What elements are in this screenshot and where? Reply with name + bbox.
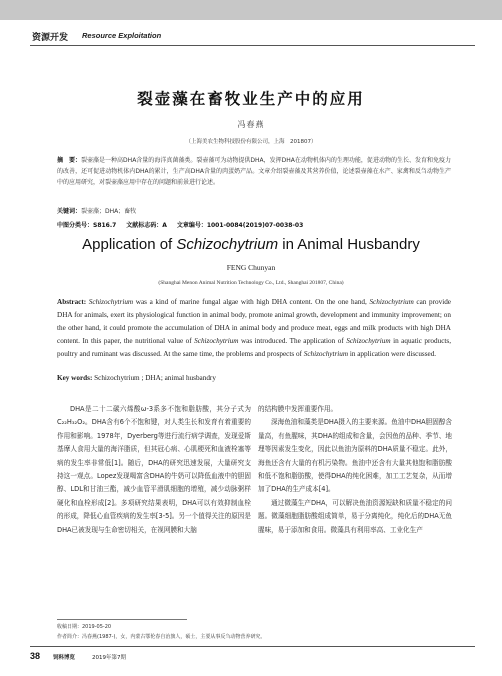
abstract-en-text: was a kind of marine fungal algae with high DHA content. On the one hand, xyxy=(133,298,370,306)
keywords-cn-text: 裂壶藻；DHA；畜牧 xyxy=(81,208,137,215)
header-bar xyxy=(0,0,502,20)
affiliation-cn: （上海美农生物科技股份有限公司，上海 201807） xyxy=(185,139,317,145)
clc-number: 中图分类号：S816.7 xyxy=(57,222,117,229)
footer-rule xyxy=(30,646,475,647)
author-en: FENG Chunyan xyxy=(226,263,276,272)
abstract-en-text: in application were discussed. xyxy=(348,350,437,359)
title-en-prefix: Application of xyxy=(82,236,177,253)
body-paragraph: DHA是二十二碳六烯酸ω-3系多不饱和脂肪酸，其分子式为C₂₂H₃₂O₂。DHA含有6个不饱和键，对人类生长和发育有着重要的作用和影响。1978年，Dyerberg等进行流行病学调查，发现爱斯基摩人食用大量的海洋脂质，但其冠心病、心肌梗死和血液栓塞等病的发生率非常低[1]。随后，DHA的研究迅速发展，大量研究支持这一观点。Lopez发现喝富含DHA的牛奶可以降低血液中的胆固醇、LDL和甘油三酯，减少血管平滑肌细胞的增殖，减少动脉粥样硬化和血栓形成[2]。多项研究结果表明，DHA可以有效抑制血栓的形成，降低心血管疾病的发生率[3-5]。另一个值得关注的原因是DHA已被发现与生命密切相关，在视网膜和大脑 xyxy=(57,405,251,534)
article-title-en xyxy=(0,236,502,253)
article-title-cn: 裂壶藻在畜牧业生产中的应用 xyxy=(137,89,365,108)
title-en-suffix: in Animal Husbandry xyxy=(278,236,420,253)
abstract-cn-label: 摘 要： xyxy=(57,157,82,164)
abstract-cn-text: 裂壶藻是一种高DHA含量的海洋真菌藻类。裂壶藻可为动物提供DHA，发挥DHA在动物机体内的生理功能，促进动物的生长、发育和免疫力的改善，还可促进动物机体内DHA的累计，生产高DHA含量的肉蛋奶产品。文章介绍裂壶藻及其营养价值，论述裂壶藻在水产、家禽和反刍动物生产中的应用研究，对裂壶藻应用中存在的问题和前景进行论述。 xyxy=(57,157,451,186)
article-number: 文章编号：1001-0084(2019)07-0038-03 xyxy=(176,222,304,229)
classification-cn xyxy=(57,220,451,229)
title-en-species: Schizochytrium xyxy=(176,236,279,253)
section-label-en: Resource Exploitation xyxy=(82,31,162,40)
author-cn: 冯春燕 xyxy=(237,120,265,129)
body-paragraph: 的结构膜中发挥重要作用。 xyxy=(258,405,338,413)
body-column-left xyxy=(57,403,251,537)
abstract-en-label: Abstract: xyxy=(57,298,87,306)
abstract-cn xyxy=(57,155,451,188)
received-date: 收稿日期：2019-05-20 xyxy=(57,624,112,630)
keywords-en xyxy=(57,374,451,382)
species-name: Schizochytrium xyxy=(194,337,239,346)
keywords-en-label: Key words: xyxy=(57,374,93,382)
section-label-cn: 资源开发 xyxy=(32,33,69,43)
abstract-en xyxy=(57,296,451,361)
body-column-right xyxy=(258,403,452,537)
species-name: Schizochytrium xyxy=(303,350,349,359)
page-number: 38 xyxy=(30,651,41,661)
species-name: Schizochytrium xyxy=(369,298,414,306)
document-code: 文献标志码：A xyxy=(126,222,167,229)
journal-name: 饲料博览 xyxy=(53,655,76,661)
abstract-en-text: can provide DHA for animals, exert its physiological function in animal body, promote animal growth, development and immunity improvement; on the other hand, it could promote the accumulation of DHA in animal body and produce meat, eggs and milk products with high DHA content. In this paper, the nutritional value of xyxy=(57,298,452,346)
header-rule xyxy=(30,45,475,46)
journal-issue: 2019年第7期 xyxy=(92,655,126,661)
species-name: Schizochytrium xyxy=(88,298,134,306)
keywords-en-text: Schizochytrium ; DHA; animal husbandry xyxy=(92,374,216,382)
body-paragraph: 深海鱼油和藻类是DHA摄入的主要来源。鱼油中DHA胆固醇含量高，有鱼腥味，其DHA的组成和含量，会因鱼的品种、季节、地理等因素发生变化，因此以鱼油为原料的DHA质量不稳定。此外，海鱼还含有大量的有机污染物。鱼油中还含有大量其他饱和脂肪酸和低不饱和脂肪酸，使得DHA的纯化困难，加工工艺复杂，从而增加了DHA的生产成本[4]。 xyxy=(258,418,452,494)
affiliation-en: (Shanghai Menon Animal Nutrition Technology Co., Ltd., Shanghai 201807, China) xyxy=(158,280,344,286)
author-bio: 作者简介：冯春燕(1987-)，女，内蒙古鄂伦春自治旗人，硕士，主要从事反刍动物营养研究。 xyxy=(57,634,266,640)
species-name: Schizochytrium xyxy=(346,337,391,346)
keywords-cn-label: 关键词： xyxy=(57,208,82,215)
keywords-cn xyxy=(57,206,451,215)
body-paragraph: 通过微藻生产DHA，可以解决鱼油资源短缺和质量不稳定的问题。微藻细胞脂肪酸组成简单，易于分离纯化，纯化后的DHA无鱼腥味，易于添加和食用。微藻具有利用率高、工业化生产 xyxy=(258,498,452,534)
abstract-en-text: was introduced. The application of xyxy=(238,337,347,346)
abstract-en-text: in aquatic products, poultry and ruminant was discussed. At the same time, the problems and prospects of xyxy=(57,337,451,359)
footnote-rule xyxy=(57,619,187,620)
